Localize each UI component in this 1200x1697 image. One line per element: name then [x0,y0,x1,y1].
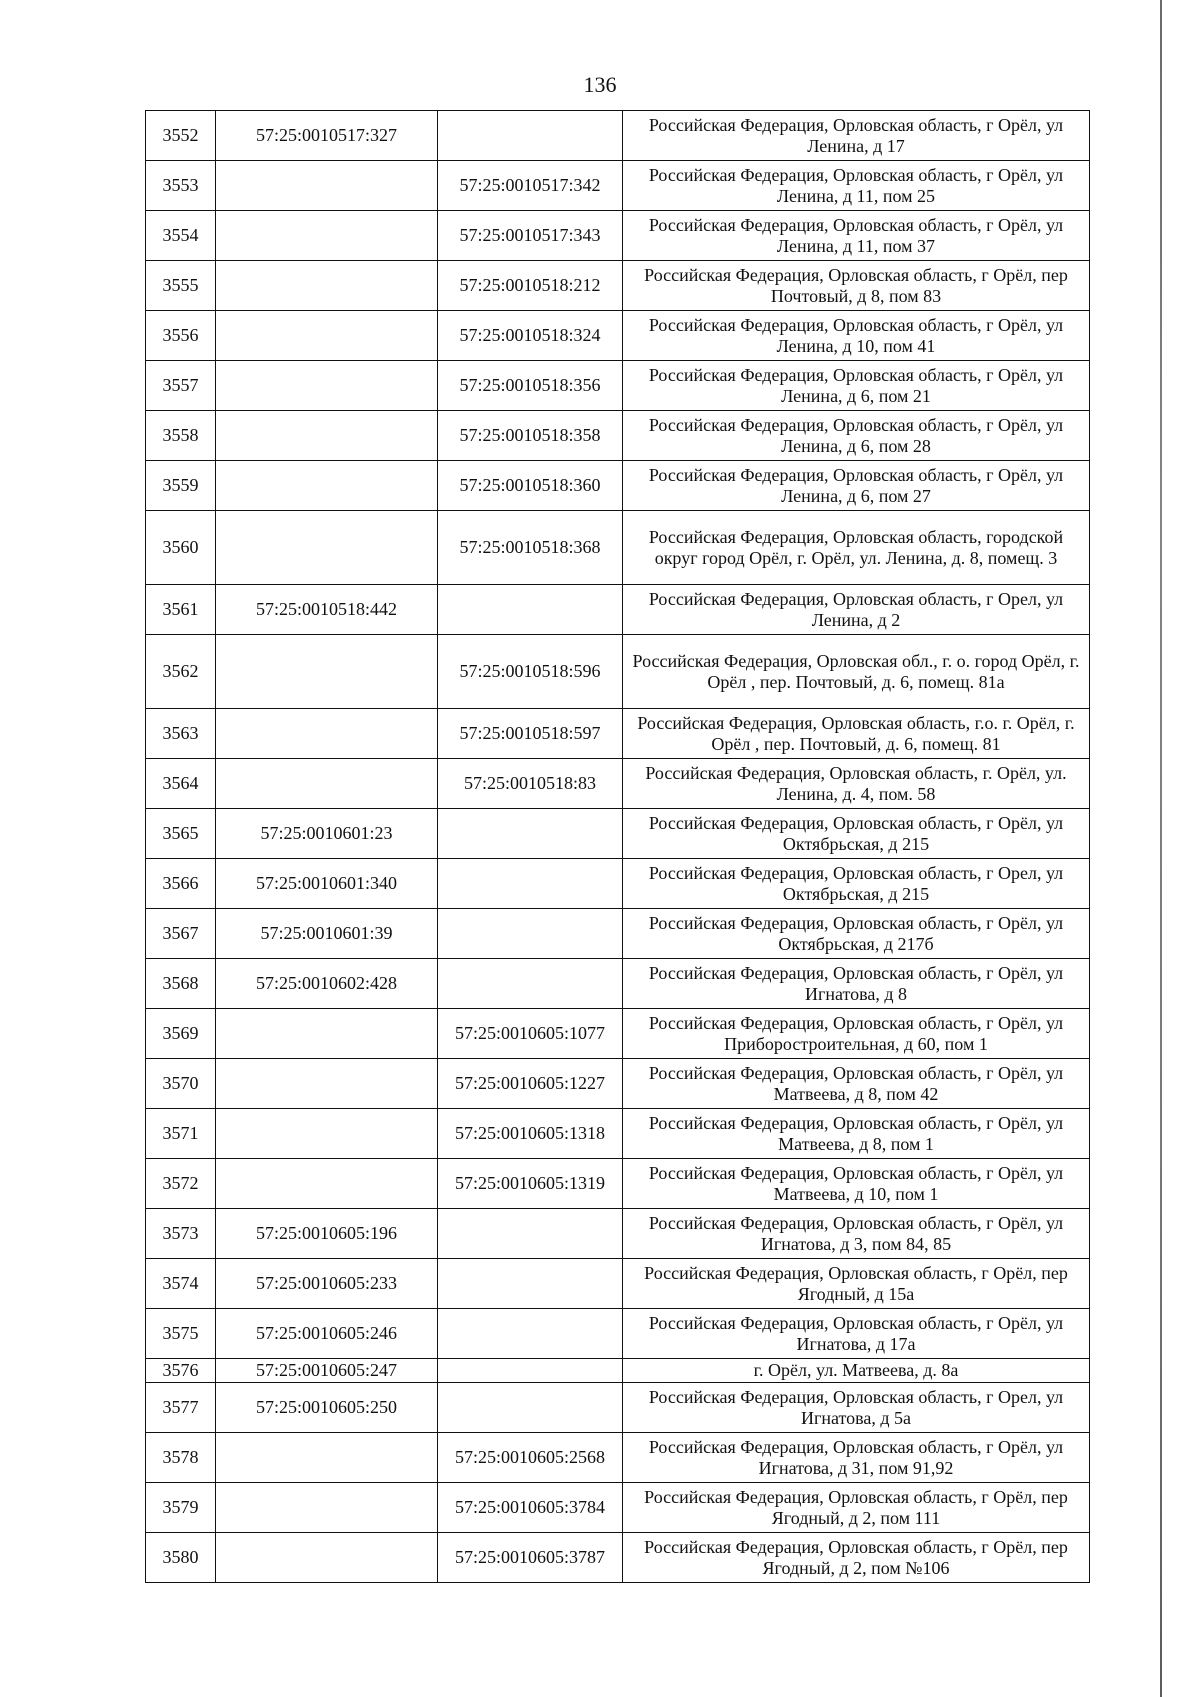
address-cell: Российская Федерация, Орловская область, г Орёл, ул Ленина, д 11, пом 37 [623,211,1090,261]
row-number-cell: 3580 [146,1533,216,1583]
cadastral-number-cell [216,1059,438,1109]
premises-cadastral-number-cell: 57:25:0010518:368 [438,511,623,585]
premises-cadastral-number-cell: 57:25:0010518:83 [438,759,623,809]
cadastral-number-cell [216,1109,438,1159]
row-number-cell: 3561 [146,585,216,635]
table-row [146,1009,1090,1059]
table-row [146,1433,1090,1483]
address-cell: Российская Федерация, Орловская область, г Орел, ул Октябрьская, д 215 [623,859,1090,909]
row-number-cell: 3565 [146,809,216,859]
cadastral-number-cell [216,635,438,709]
row-number-cell: 3560 [146,511,216,585]
table-row [146,809,1090,859]
row-number-cell: 3563 [146,709,216,759]
table-row [146,111,1090,161]
row-number-cell: 3574 [146,1259,216,1309]
address-cell: Российская Федерация, Орловская область, г.о. г. Орёл, г. Орёл , пер. Почтовый, д. 6, помещ. 81 [623,709,1090,759]
table-row [146,959,1090,1009]
premises-cadastral-number-cell [438,959,623,1009]
cadastral-number-cell [216,261,438,311]
table-row [146,361,1090,411]
premises-cadastral-number-cell: 57:25:0010517:343 [438,211,623,261]
cadastral-number-cell [216,311,438,361]
row-number-cell: 3576 [146,1359,216,1383]
address-cell: Российская Федерация, Орловская область, г. Орёл, ул. Ленина, д. 4, пом. 58 [623,759,1090,809]
address-cell: г. Орёл, ул. Матвеева, д. 8а [623,1359,1090,1383]
premises-cadastral-number-cell [438,1209,623,1259]
cadastral-number-cell [216,161,438,211]
table-row [146,1309,1090,1359]
table-row [146,1483,1090,1533]
cadastral-number-cell [216,1433,438,1483]
address-cell: Российская Федерация, Орловская область, г Орёл, ул Матвеева, д 8, пом 42 [623,1059,1090,1109]
cadastral-number-cell: 57:25:0010601:23 [216,809,438,859]
premises-cadastral-number-cell: 57:25:0010605:3784 [438,1483,623,1533]
cadastral-number-cell: 57:25:0010602:428 [216,959,438,1009]
row-number-cell: 3555 [146,261,216,311]
premises-cadastral-number-cell: 57:25:0010605:3787 [438,1533,623,1583]
table-row [146,511,1090,585]
cadastral-number-cell: 57:25:0010601:340 [216,859,438,909]
cadastral-number-cell: 57:25:0010518:442 [216,585,438,635]
cadastral-number-cell [216,759,438,809]
row-number-cell: 3558 [146,411,216,461]
premises-cadastral-number-cell: 57:25:0010605:1318 [438,1109,623,1159]
cadastral-number-cell [216,1533,438,1583]
row-number-cell: 3567 [146,909,216,959]
table-row [146,161,1090,211]
cadastral-number-cell: 57:25:0010605:233 [216,1259,438,1309]
row-number-cell: 3556 [146,311,216,361]
address-cell: Российская Федерация, Орловская область, г Орёл, ул Ленина, д 10, пом 41 [623,311,1090,361]
address-cell: Российская Федерация, Орловская область, г Орёл, ул Матвеева, д 8, пом 1 [623,1109,1090,1159]
address-cell: Российская Федерация, Орловская область, г Орёл, ул Игнатова, д 17а [623,1309,1090,1359]
premises-cadastral-number-cell [438,111,623,161]
row-number-cell: 3575 [146,1309,216,1359]
table-row [146,1259,1090,1309]
table-row [146,709,1090,759]
row-number-cell: 3566 [146,859,216,909]
premises-cadastral-number-cell: 57:25:0010518:596 [438,635,623,709]
table-row [146,1159,1090,1209]
registry-table-body [146,111,1090,1583]
premises-cadastral-number-cell: 57:25:0010518:358 [438,411,623,461]
address-cell: Российская Федерация, Орловская область, г Орёл, ул Игнатова, д 3, пом 84, 85 [623,1209,1090,1259]
cadastral-number-cell [216,361,438,411]
table-row [146,1059,1090,1109]
row-number-cell: 3552 [146,111,216,161]
cadastral-number-cell [216,211,438,261]
address-cell: Российская Федерация, Орловская область, г Орёл, ул Октябрьская, д 215 [623,809,1090,859]
row-number-cell: 3557 [146,361,216,411]
cadastral-number-cell: 57:25:0010601:39 [216,909,438,959]
premises-cadastral-number-cell [438,1359,623,1383]
address-cell: Российская Федерация, Орловская область, г Орёл, ул Игнатова, д 8 [623,959,1090,1009]
row-number-cell: 3577 [146,1383,216,1433]
table-row [146,311,1090,361]
table-row [146,759,1090,809]
premises-cadastral-number-cell [438,1259,623,1309]
premises-cadastral-number-cell: 57:25:0010605:1077 [438,1009,623,1059]
cadastral-number-cell [216,461,438,511]
table-row [146,261,1090,311]
row-number-cell: 3553 [146,161,216,211]
address-cell: Российская Федерация, Орловская область, г Орёл, ул Ленина, д 6, пом 21 [623,361,1090,411]
address-cell: Российская Федерация, Орловская область, г Орёл, пер Ягодный, д 2, пом 111 [623,1483,1090,1533]
table-row [146,1383,1090,1433]
row-number-cell: 3559 [146,461,216,511]
address-cell: Российская Федерация, Орловская область, г Орел, ул Игнатова, д 5а [623,1383,1090,1433]
premises-cadastral-number-cell [438,1309,623,1359]
premises-cadastral-number-cell [438,809,623,859]
table-row [146,1109,1090,1159]
address-cell: Российская Федерация, Орловская область, г Орел, ул Ленина, д 2 [623,585,1090,635]
address-cell: Российская Федерация, Орловская область, г Орёл, пер Ягодный, д 2, пом №106 [623,1533,1090,1583]
registry-table [145,110,1090,1583]
address-cell: Российская Федерация, Орловская обл., г. о. город Орёл, г. Орёл , пер. Почтовый, д. 6, помещ. 81а [623,635,1090,709]
table-row [146,585,1090,635]
premises-cadastral-number-cell [438,909,623,959]
table-row [146,1209,1090,1259]
address-cell: Российская Федерация, Орловская область, городской округ город Орёл, г. Орёл, ул. Ленина, д. 8, помещ. 3 [623,511,1090,585]
premises-cadastral-number-cell: 57:25:0010605:1227 [438,1059,623,1109]
cadastral-number-cell [216,709,438,759]
address-cell: Российская Федерация, Орловская область, г Орёл, ул Приборостроительная, д 60, пом 1 [623,1009,1090,1059]
row-number-cell: 3568 [146,959,216,1009]
table-row [146,1359,1090,1383]
row-number-cell: 3554 [146,211,216,261]
premises-cadastral-number-cell [438,859,623,909]
row-number-cell: 3571 [146,1109,216,1159]
address-cell: Российская Федерация, Орловская область, г Орёл, ул Ленина, д 11, пом 25 [623,161,1090,211]
table-row [146,1533,1090,1583]
premises-cadastral-number-cell: 57:25:0010518:360 [438,461,623,511]
premises-cadastral-number-cell: 57:25:0010518:356 [438,361,623,411]
address-cell: Российская Федерация, Орловская область, г Орёл, ул Игнатова, д 31, пом 91,92 [623,1433,1090,1483]
cadastral-number-cell [216,411,438,461]
address-cell: Российская Федерация, Орловская область, г Орёл, ул Матвеева, д 10, пом 1 [623,1159,1090,1209]
page-number: 136 [583,72,617,97]
cadastral-number-cell [216,511,438,585]
table-row [146,461,1090,511]
address-cell: Российская Федерация, Орловская область, г Орёл, ул Октябрьская, д 217б [623,909,1090,959]
cadastral-number-cell: 57:25:0010605:246 [216,1309,438,1359]
premises-cadastral-number-cell: 57:25:0010518:324 [438,311,623,361]
premises-cadastral-number-cell: 57:25:0010518:597 [438,709,623,759]
row-number-cell: 3572 [146,1159,216,1209]
premises-cadastral-number-cell: 57:25:0010518:212 [438,261,623,311]
cadastral-number-cell: 57:25:0010517:327 [216,111,438,161]
address-cell: Российская Федерация, Орловская область, г Орёл, ул Ленина, д 6, пом 28 [623,411,1090,461]
table-row [146,859,1090,909]
premises-cadastral-number-cell: 57:25:0010605:2568 [438,1433,623,1483]
cadastral-number-cell [216,1159,438,1209]
table-row [146,635,1090,709]
row-number-cell: 3573 [146,1209,216,1259]
scan-edge-line [1160,0,1162,1697]
cadastral-number-cell [216,1483,438,1533]
table-row [146,909,1090,959]
cadastral-number-cell: 57:25:0010605:250 [216,1383,438,1433]
table-row [146,411,1090,461]
cadastral-number-cell: 57:25:0010605:196 [216,1209,438,1259]
cadastral-number-cell [216,1009,438,1059]
table-row [146,211,1090,261]
row-number-cell: 3578 [146,1433,216,1483]
premises-cadastral-number-cell: 57:25:0010605:1319 [438,1159,623,1209]
premises-cadastral-number-cell [438,585,623,635]
premises-cadastral-number-cell [438,1383,623,1433]
address-cell: Российская Федерация, Орловская область, г Орёл, ул Ленина, д 17 [623,111,1090,161]
row-number-cell: 3570 [146,1059,216,1109]
address-cell: Российская Федерация, Орловская область, г Орёл, ул Ленина, д 6, пом 27 [623,461,1090,511]
address-cell: Российская Федерация, Орловская область, г Орёл, пер Ягодный, д 15а [623,1259,1090,1309]
row-number-cell: 3579 [146,1483,216,1533]
premises-cadastral-number-cell: 57:25:0010517:342 [438,161,623,211]
address-cell: Российская Федерация, Орловская область, г Орёл, пер Почтовый, д 8, пом 83 [623,261,1090,311]
cadastral-number-cell: 57:25:0010605:247 [216,1359,438,1383]
row-number-cell: 3569 [146,1009,216,1059]
row-number-cell: 3562 [146,635,216,709]
row-number-cell: 3564 [146,759,216,809]
